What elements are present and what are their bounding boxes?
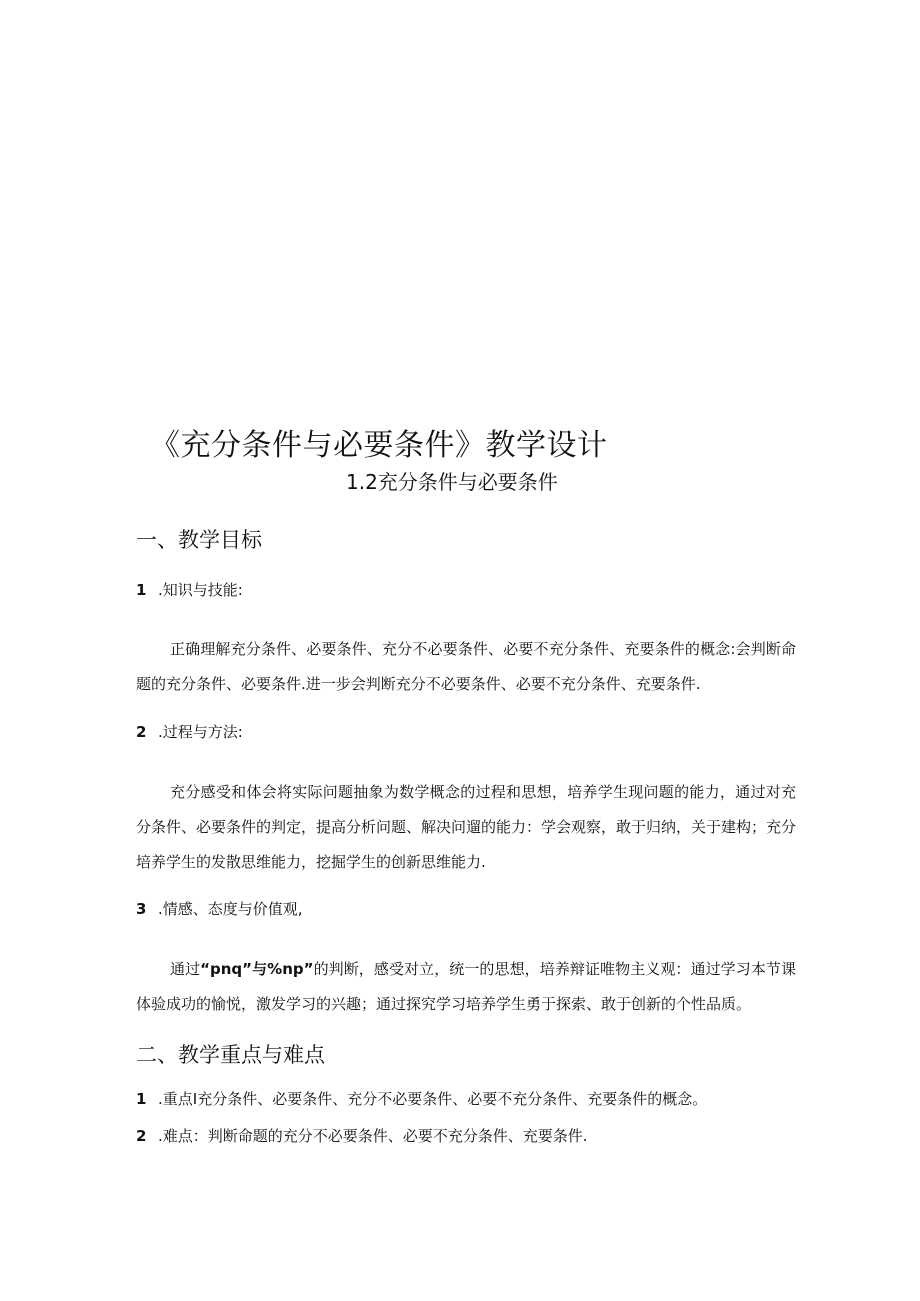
para3-rest: 的判断，感受对立，统一的思想，培养辩证唯物主义观：通过学习本节课体验成功的愉悦，激发学习的兴趣；通过探究学习培养学生勇于探索、敢于创新的个性品质。 bbox=[136, 960, 796, 1013]
section-heading-keypoints: 二、教学重点与难点 bbox=[136, 1043, 325, 1067]
item-number: 2 bbox=[136, 1127, 147, 1145]
list-item bbox=[136, 579, 243, 600]
item-number: 1 bbox=[136, 581, 147, 599]
item-label: .情感、态度与价值观, bbox=[158, 900, 303, 918]
para3-prefix: 通过 bbox=[170, 960, 201, 978]
para3-formula: “pnq”与%np” bbox=[200, 960, 314, 978]
item-label: .难点：判断命题的充分不必要条件、必要不充分条件、充要条件. bbox=[158, 1127, 588, 1145]
document-title: 《充分条件与必要条件》教学设计 bbox=[150, 428, 608, 463]
item-label: .知识与技能: bbox=[158, 581, 243, 599]
section-heading-objectives: 一、教学目标 bbox=[136, 528, 262, 552]
list-item bbox=[136, 898, 303, 919]
list-item bbox=[136, 1088, 707, 1109]
item-label: .重点I充分条件、必要条件、充分不必要条件、必要不充分条件、充要条件的概念。 bbox=[158, 1090, 708, 1108]
paragraph-attitude bbox=[136, 952, 796, 1022]
item-number: 3 bbox=[136, 900, 147, 918]
item-number: 1 bbox=[136, 1090, 147, 1108]
list-item bbox=[136, 721, 243, 742]
document-subtitle: 1.2充分条件与必要条件 bbox=[346, 470, 558, 494]
paragraph-process: 充分感受和体会将实际问题抽象为数学概念的过程和思想，培养学生现问题的能力，通过对充分条件、必要条件的判定，提高分析问题、解决问遛的能力：学会观察，敢于归纳，关于建构；充分培养学生的发散思维能力，挖掘学生的创新思维能力. bbox=[136, 783, 797, 871]
list-item bbox=[136, 1125, 588, 1146]
item-label: .过程与方法: bbox=[158, 723, 243, 741]
paragraph-knowledge: 正确理解充分条件、必要条件、充分不必要条件、必要不充分条件、充要条件的概念:会判断命题的充分条件、必要条件.进一步会判断充分不必要条件、必要不充分条件、充要条件. bbox=[136, 640, 796, 693]
item-number: 2 bbox=[136, 723, 147, 741]
